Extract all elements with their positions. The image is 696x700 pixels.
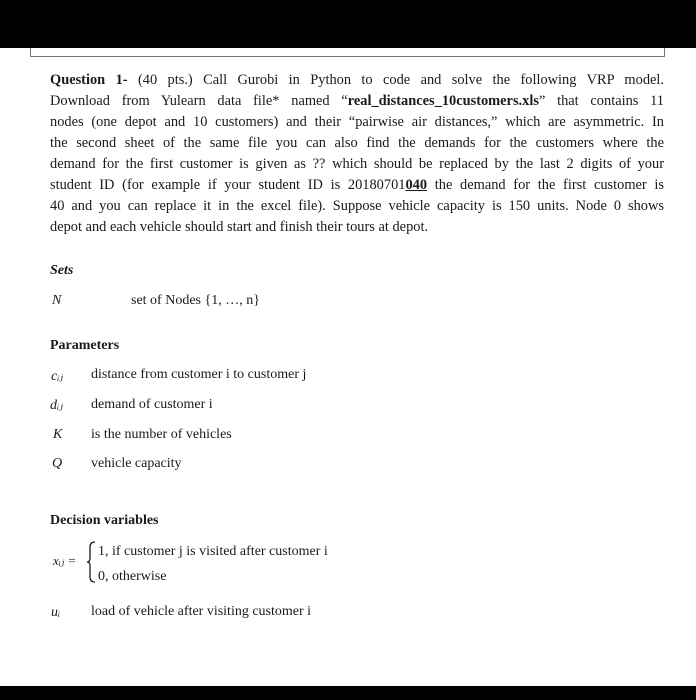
question-line-4: the second sheet of the same file you can also find the demands for the customers where the	[50, 135, 664, 151]
question-line-3: nodes (one depot and 10 customers) and their “pairwise air distances,” which are asymmetric. In	[50, 114, 664, 130]
question-line-6: student ID (for example if your student ID is 20180701040 the demand for the first customer is	[50, 177, 664, 193]
param-description-q: vehicle capacity	[91, 456, 182, 471]
question-line-1: Question 1- (40 pts.) Call Gurobi in Python to code and solve the following VRP model.	[50, 72, 664, 88]
sets-description: set of Nodes {1, …, n}	[131, 293, 260, 308]
sets-heading: Sets	[50, 263, 74, 278]
param-description-d: demand of customer i	[91, 397, 213, 412]
piecewise-brace	[86, 541, 96, 583]
param-symbol-d: dᵢⱼ	[50, 398, 63, 413]
top-black-bar	[0, 0, 696, 48]
u-variable-symbol: uᵢ	[51, 605, 61, 620]
bottom-black-bar	[0, 686, 696, 700]
page-top-frame	[30, 48, 665, 57]
param-symbol-c: cᵢⱼ	[51, 369, 64, 384]
u-variable-description: load of vehicle after visiting customer i	[91, 604, 312, 619]
param-description-k: is the number of vehicles	[91, 427, 232, 442]
question-line-7: 40 and you can replace it in the excel file). Suppose vehicle capacity is 150 units. Node 0 shows	[50, 198, 664, 214]
question-paragraph	[50, 70, 664, 238]
question-line-2: Download from Yulearn data file* named “real_distances_10customers.xls” that contains 11	[50, 93, 664, 109]
parameters-heading: Parameters	[50, 338, 120, 353]
x-variable-symbol: xᵢⱼ =	[53, 553, 77, 568]
decision-variables-heading: Decision variables	[50, 513, 159, 528]
x-case-otherwise: 0, otherwise	[98, 569, 167, 584]
param-symbol-q: Q	[52, 456, 63, 471]
id-last-digits: 040	[405, 177, 428, 193]
question-line-5: demand for the first customer is given as ?? which should be replaced by the last 2 digits of your	[50, 156, 664, 172]
sets-symbol: N	[52, 293, 62, 308]
data-file-name: real_distances_10customers.xls	[347, 93, 539, 109]
question-line-8: depot and each vehicle should start and finish their tours at depot.	[50, 219, 429, 235]
question-label: Question 1-	[50, 72, 128, 88]
param-description-c: distance from customer i to customer j	[91, 367, 307, 382]
x-case-visited: 1, if customer j is visited after customer i	[98, 544, 328, 559]
param-symbol-k: K	[53, 427, 63, 442]
